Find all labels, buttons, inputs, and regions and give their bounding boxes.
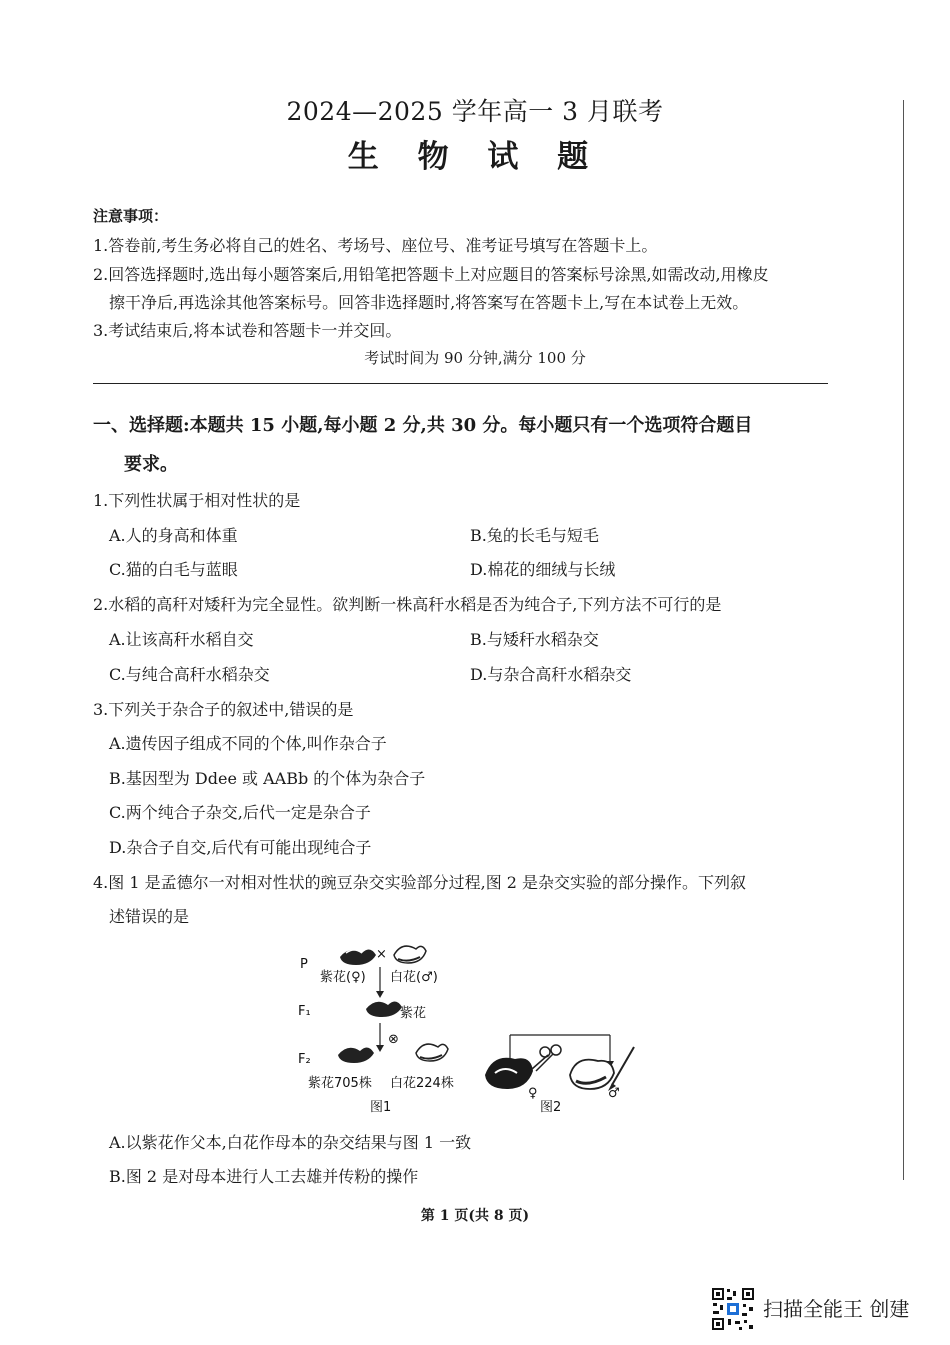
fig-f2-white: 白花224株: [390, 1076, 454, 1091]
header-divider: [93, 383, 828, 384]
fig-f1-label: F₁: [298, 1004, 311, 1019]
f1-purple-flower-icon: [366, 1001, 402, 1017]
qr-code-icon: [711, 1287, 755, 1331]
notice-item-2: 2.回答选择题时,选出每小题答案后,用铅笔把答题卡上对应题目的答案标号涂黑,如需改动,用橡皮: [93, 265, 769, 284]
q3-option-c: C.两个纯合子杂交,后代一定是杂合子: [109, 803, 371, 822]
q4-stem: 4.图 1 是孟德尔一对相对性状的豌豆杂交实验部分过程,图 2 是杂交实验的部分操作。下列叙: [93, 873, 747, 892]
section1-heading-cont: 要求。: [124, 454, 178, 475]
scissors-icon: [532, 1045, 561, 1071]
fig2-caption: 图2: [540, 1100, 562, 1115]
q3-option-d: D.杂合子自交,后代有可能出现纯合子: [109, 838, 372, 857]
fig2-female-symbol: ♀: [528, 1086, 538, 1101]
fig2-male-symbol: ♂: [608, 1086, 620, 1101]
q3-stem: 3.下列关于杂合子的叙述中,错误的是: [93, 700, 354, 719]
notice-title: 注意事项：: [93, 207, 169, 225]
notice-item-3: 3.考试结束后,将本试卷和答题卡一并交回。: [93, 321, 402, 340]
fig-p-female: 紫花(♀): [320, 970, 366, 985]
q2-option-a: A.让该高秆水稻自交: [109, 630, 254, 649]
q4-option-b: B.图 2 是对母本进行人工去雄并传粉的操作: [109, 1167, 419, 1186]
q3-option-a: A.遗传因子组成不同的个体,叫作杂合子: [109, 734, 387, 753]
scanner-watermark: 扫描全能王 创建: [763, 1297, 910, 1321]
f2-white-flower-icon: [416, 1044, 448, 1061]
emasculated-flower-icon: [485, 1058, 533, 1089]
notice-item-1: 1.答卷前,考生务必将自己的姓名、考场号、座位号、准考证号填写在答题卡上。: [93, 236, 658, 255]
white-flower-icon: [394, 946, 426, 963]
figure-pea-cross: [290, 935, 650, 1120]
q2-option-d: D.与杂合高秆水稻杂交: [470, 665, 632, 684]
section1-heading: 一、选择题:本题共 15 小题,每小题 2 分,共 30 分。每小题只有一个选项符合题目: [93, 415, 753, 436]
fig-selfing-symbol: ⊗: [388, 1032, 399, 1047]
q1-option-d: D.棉花的细绒与长绒: [470, 560, 616, 579]
page-footer: 第 1 页(共 8 页): [420, 1208, 530, 1224]
purple-flower-icon: [340, 949, 376, 965]
subject-title: 生 物 试 题: [347, 139, 603, 175]
q2-option-c: C.与纯合高秆水稻杂交: [109, 665, 270, 684]
q3-option-b: B.基因型为 Ddee 或 AABb 的个体为杂合子: [109, 769, 426, 788]
q1-option-c: C.猫的白毛与蓝眼: [109, 560, 238, 579]
fig-f1-flower: 紫花: [400, 1006, 427, 1021]
notice-item-2-cont: 擦干净后,再选涂其他答案标号。回答非选择题时,将答案写在答题卡上,写在本试卷上无效。: [109, 293, 749, 312]
fig-f2-purple: 紫花705株: [308, 1076, 372, 1091]
exam-time-info: 考试时间为 90 分钟,满分 100 分: [364, 349, 586, 367]
pollinated-flower-icon: [570, 1060, 614, 1089]
right-margin-line: [903, 100, 904, 1180]
fig-p-label: P: [300, 957, 308, 972]
fig1-caption: 图1: [370, 1100, 392, 1115]
q2-option-b: B.与矮秆水稻杂交: [470, 630, 599, 649]
fig-p-male: 白花(♂): [390, 970, 438, 985]
q4-stem-cont: 述错误的是: [109, 907, 190, 926]
q4-option-a: A.以紫花作父本,白花作母本的杂交结果与图 1 一致: [109, 1133, 472, 1152]
fig-p-cross: ×: [376, 947, 387, 962]
fig-f2-label: F₂: [298, 1052, 311, 1067]
q1-option-b: B.兔的长毛与短毛: [470, 526, 599, 545]
q1-option-a: A.人的身高和体重: [109, 526, 238, 545]
q1-stem: 1.下列性状属于相对性状的是: [93, 491, 301, 510]
exam-title: 2024—2025 学年高一 3 月联考: [286, 97, 664, 126]
f2-purple-flower-icon: [338, 1047, 374, 1063]
q2-stem: 2.水稻的高秆对矮秆为完全显性。欲判断一株高秆水稻是否为纯合子,下列方法不可行的是: [93, 595, 722, 614]
